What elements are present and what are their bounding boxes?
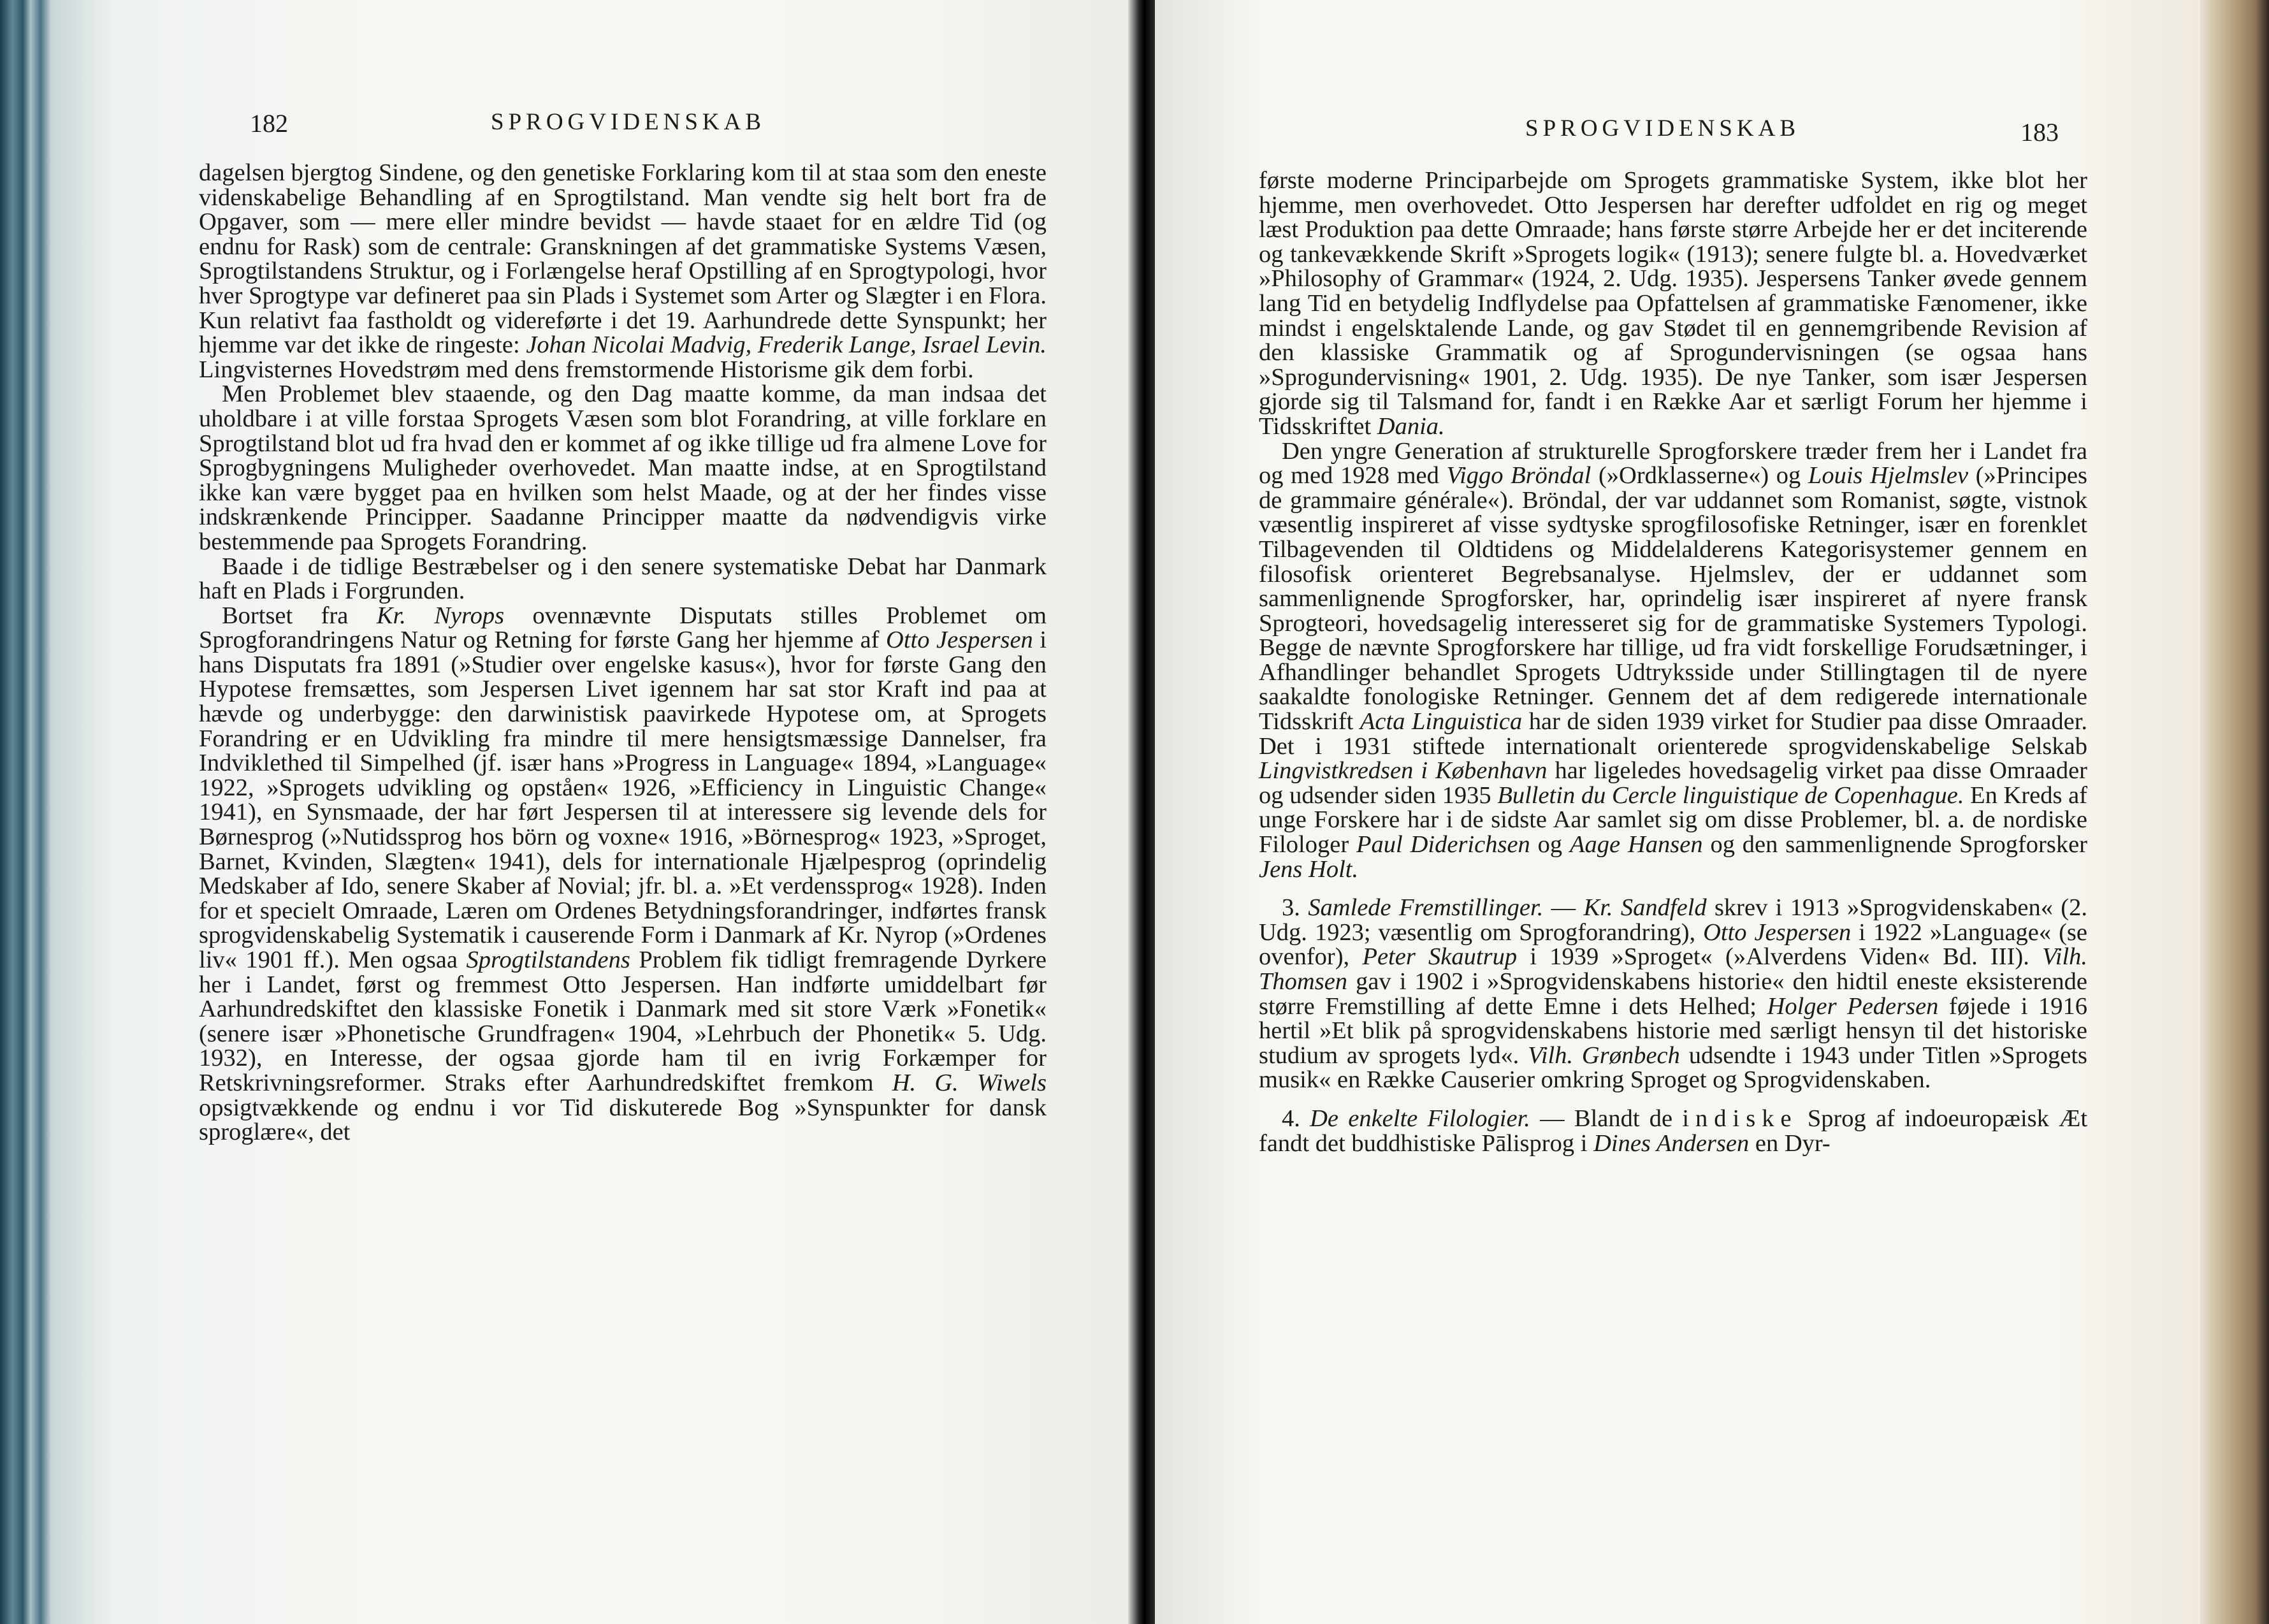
left-paragraph-3: Baade i de tidlige Bestræbelser og i den senere systematiske Debat har Danmark haft en Plads i Forgrunden. [199, 553, 1047, 605]
right-paragraph-4: 4. De enkelte Filologier. — Blandt de indiske Sprog af indoeuropæisk Æt fandt det buddhistiske Pālisprog i Dines Andersen en Dyr- [1259, 1105, 2088, 1157]
left-page-number: 182 [250, 109, 288, 138]
page-edges [2200, 0, 2269, 1624]
madvig-names: Johan Nicolai Madvig, Frederik Lange, Israel Levin. [526, 331, 1047, 359]
right-paragraph-3: 3. Samlede Fremstillinger. — Kr. Sandfeld skrev i 1913 »Sprogvidenskaben« (2. Udg. 1923; væsentlig om Sprogforandring), Otto Jespersen i 1922 »Language« (se ovenfor), Peter Skautrup i 1939 »Sproget« (»Alverdens Viden« Bd. III). Vilh. Thomsen gav i 1902 i »Sprogvidenskabens historie« den hidtil eneste eksisterende større Fremstilling af dette Emne i dets Helhed; Holger Pedersen føjede i 1916 hertil »Et blik på sprogvidenskabens historie med særligt hensyn til det historiske studium av sprogets lyd«. Vilh. Grønbech udsendte i 1943 under Titlen »Sprogets musik« en Række Causerier omkring Sproget og Sprogvidenskaben. [1259, 894, 2088, 1094]
right-page-number: 183 [2020, 118, 2059, 147]
left-paragraph-4: Bortset fra Kr. Nyrops ovennævnte Disputats stilles Problemet om Sprogforandringens Natur og Retning for første Gang her hjemme af Otto Jespersen i hans Disputats fra 1891 (»Studier over engelske kasus«), hvor for første Gang den Hypotese fremsættes, som Jespersen Livet igennem har sat stor Kraft ind paa at hævde og underbygge: den darwinistisk paavirkede Hypotese om, at Sprogets Forandring er en Udvikling fra mindre til mere hensigtsmæssige Dannelser, fra Indviklethed til Simpelhed (jf. især hans »Progress in Language« 1894, »Language« 1922, »Sprogets udvikling og opståen« 1926, »Efficiency in Linguistic Change« 1941), en Synsmaade, der har ført Jespersen til at interessere sig levende dels for Børnesprog (»Nutidssprog hos börn og voxne« 1916, »Börnesprog« 1923, »Sproget, Barnet, Kvinden, Slægten« 1941), dels for internationale Hjælpesprog (oprindelig Medskaber af Ido, senere Skaber af Novial; jfr. bl. a. »Et verdenssprog« 1928). Inden for et specielt Omraade, Læren om Ordenes Betydningsforandringer, indførtes fransk sprogvidenskabelig Systematik i causerende Form i Danmark af Kr. Nyrop (»Ordenes liv« 1901 ff.). Men ogsaa Sprogtilstandens Problem fik tidligt fremragende Dyrkere her i Landet, først og fremmest Otto Jespersen. Han indførte umiddelbart før Aarhundredskiftet den klassiske Fonetik i Danmark med sit store Værk »Fonetik« (senere især »Phonetische Grundfragen« 1904, »Lehrbuch der Phonetik« 5. Udg. 1932), en Interesse, der ogsaa gjorde ham til en ivrig Forkæmper for Retskrivningsreformer. Straks efter Aarhundredskiftet fremkom H. G. Wiwels opsigtvækkende og endnu i vor Tid diskuterede Bog »Synspunkter for dansk sproglære«, det [199, 602, 1047, 1146]
left-running-head: SPROGVIDENSKAB [491, 109, 766, 135]
left-paragraph-1: dagelsen bjergtog Sindene, og den genetiske Forklaring kom til at staa som den eneste videnskabelige Behandling af en Sprogtilstand. Man vendte sig helt bort fra de Opgaver, som — mere eller mindre bevidst — havde staaet for en ældre Tid (og endnu for Rask) som de centrale: Granskningen af det grammatiske Systems Væsen, Sprogtilstandens Struktur, og i Forlængelse heraf Opstilling af en Sprogtypologi, hvor hver Sprogtype var defineret paa sin Plads i Systemet som Arter og Slægter i en Flora. Kun relativt faa fastholdt og videreførte i det 19. Aarhundrede dette Synspunkt; her hjemme var det ikke de ringeste: Johan Nicolai Madvig, Frederik Lange, Israel Levin. Lingvisternes Hovedstrøm med dens fremstormende Historisme gik dem forbi. [199, 159, 1047, 383]
section-heading-3: Samlede Fremstillinger. [1308, 894, 1544, 922]
right-page-body [1259, 168, 2087, 1156]
section-heading-4: De enkelte Filologier. [1310, 1105, 1530, 1132]
left-paragraph-2: Men Problemet blev staaende, og den Dag maatte komme, da man indsaa det uholdbare i at ville forstaa Sprogets Væsen som blot Forandring, at ville forklare en Sprogtilstand blot ud fra hvad den er kommet af og ikke tillige ud fra almene Love for Sprogbygningens Muligheder overhovedet. Man maatte indse, at en Sprogtilstand ikke kan være bygget paa en hvilken som helst Maade, og at der her findes visse indskrænkende Principper. Saadanne Principper maatte da nødvendigvis virke bestemmende paa Sprogets Forandring. [199, 381, 1047, 555]
right-paragraph-2: Den yngre Generation af strukturelle Sprogforskere træder frem her i Landet fra og med 1928 med Viggo Bröndal (»Ordklasserne«) og Louis Hjelmslev (»Principes de grammaire générale«). Bröndal, der var uddannet som Romanist, søgte, vistnok væsentlig inspireret af visse sydtyske sprogfilosofiske Retninger, især en forenklet Tilbagevenden til Oldtidens og Middelalderens Kategorisystemer gennem en filosofisk orienteret Begrebsanalyse. Hjelmslev, der er uddannet som sammenlignende Sprogforsker, har, oprindelig især inspireret af nyere fransk Sprogteori, hovedsagelig interesseret sig for de grammatiske Systemers Typologi. Begge de nævnte Sprogforskere har tillige, ud fra vidt forskellige Forudsætninger, i Afhandlinger behandlet Sprogets Udtryksside under Stillingtagen til de nyere saakaldte fonologiske Retninger. Gennem det af dem redigerede internationale Tidsskrift Acta Linguistica har de siden 1939 virket for Studier paa disse Omraader. Det i 1931 stiftede internationalt orienterede sprogvidenskabelige Selskab Lingvistkredsen i København har ligeledes hovedsagelig virket paa disse Omraader og udsender siden 1935 Bulletin du Cercle linguistique de Copenhague. En Kreds af unge Forskere har i de sidste Aar samlet sig om disse Problemer, bl. a. de nordiske Filologer Paul Diderichsen og Aage Hansen og den sammenlignende Sprogforsker Jens Holt. [1259, 437, 2088, 883]
right-running-head: SPROGVIDENSKAB [1525, 115, 1801, 141]
book-gutter [1128, 0, 1155, 1624]
left-page-body [199, 161, 1047, 1145]
book-spine-edge [0, 0, 51, 1624]
right-paragraph-1: første moderne Principarbejde om Sprogets grammatiske System, ikke blot her hjemme, men overhovedet. Otto Jespersen har derefter udfoldet en rig og meget læst Produktion paa dette Omraade; hans første større Arbejde her er det inciterende og tankevækkende Skrift »Sprogets logik« (1913); senere fulgte bl. a. Hovedværket »Philosophy of Grammar« (1924, 2. Udg. 1935). Jespersens Tanker øvede gennem lang Tid en betydelig Indflydelse paa Opfattelsen af grammatiske Fænomener, ikke mindst i engelsktalende Lande, og gav Stødet til en gennemgribende Revision af den klassiske Grammatik og af Sprogundervisningen (se ogsaa hans »Sprogundervisning« 1901, 2. Udg. 1935). De nye Tanker, som især Jespersen gjorde sig til Talsmand for, fandt i en Række Aar et særligt Forum her hjemme i Tidsskriftet Dania. [1259, 167, 2087, 440]
